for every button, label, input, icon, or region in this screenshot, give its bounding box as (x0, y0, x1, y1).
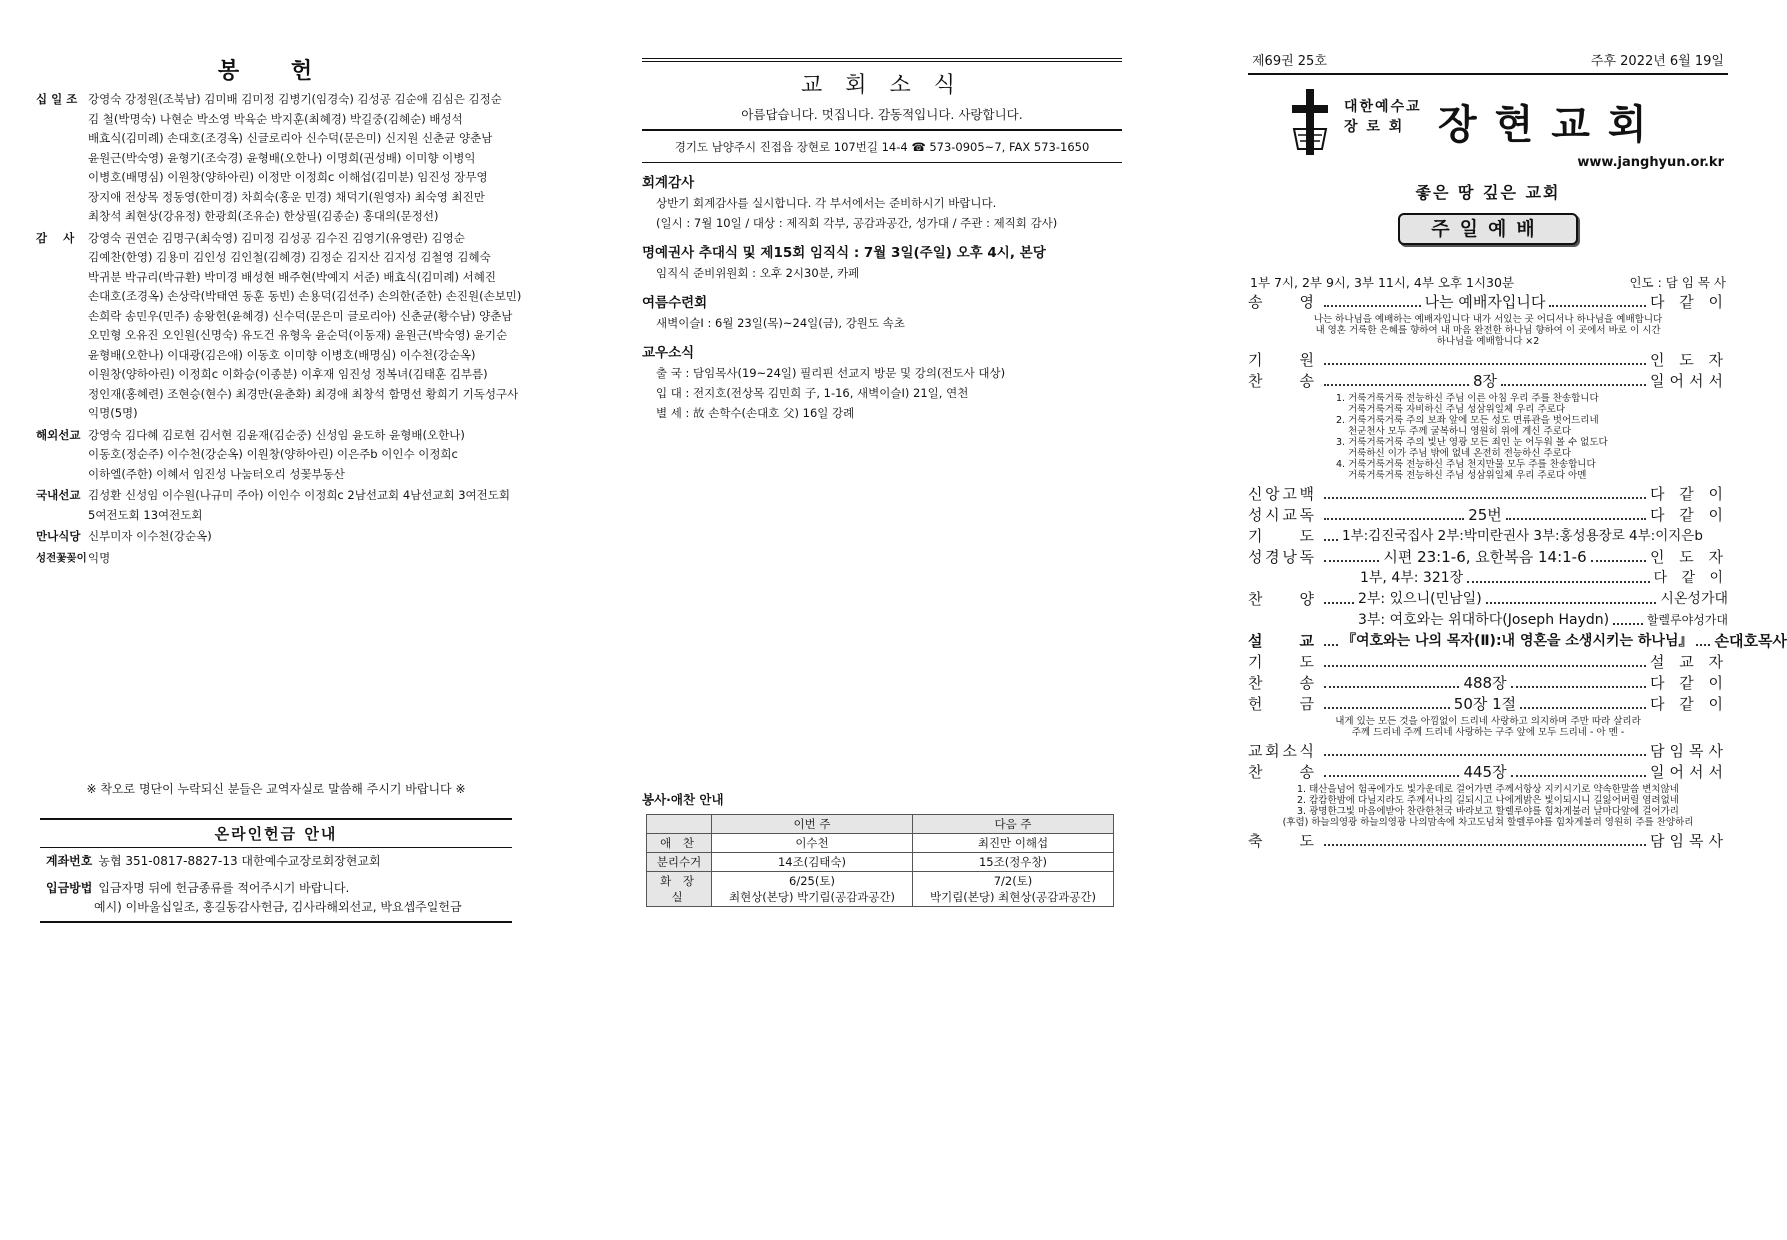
news-subtitle: 아름답습니다. 멋집니다. 감동적입니다. 사랑합니다. (642, 99, 1122, 131)
online-offering-title: 온라인헌금 안내 (40, 820, 512, 848)
order-label: 교 회 소 식 (1248, 742, 1314, 760)
lyric-line: 천군천사 모두 주께 굴복하니 영원히 위에 계신 주로다 (1348, 426, 1572, 437)
news-line: (일시 : 7월 10일 / 대상 : 제직회 각부, 공감과공간, 성가대 / 주관 : 제직회 감사) (656, 216, 1058, 230)
leader-dots (1324, 384, 1469, 386)
leader-dots (1324, 560, 1379, 562)
chanyang-performer: 시온성가대 (1660, 591, 1728, 607)
leader-dots (1324, 497, 1646, 499)
account-label: 계좌번호 (46, 854, 93, 868)
offering-names (88, 229, 521, 424)
offering-line: 강영숙 권연순 김명구(최숙영) 김미정 김성공 김수진 김영기(유영란) 김영순 (88, 230, 465, 245)
offering-line: 이원창(양하아린) 이정희c 이화승(이종분) 이후재 임진성 정복녀(김태훈 김부름) (88, 367, 488, 381)
row-label: 분리수거 (647, 853, 712, 872)
offering-group-label: 감 사 (36, 230, 81, 245)
lyric-line: 4. 거룩거룩거룩 전능하신 주님 천지만물 모두 주를 찬송합니다 (1336, 459, 1596, 470)
service-section (642, 790, 1122, 907)
table-row (647, 853, 1114, 872)
offering-line: 최창석 최현상(강유정) 한광희(조유순) 한상필(김종순) 홍대의(문정선) (88, 209, 439, 223)
lyric-line: 2. 거룩거룩거룩 주의 보좌 앞에 모든 성도 면류관을 벗어드리네 (1336, 415, 1599, 426)
cell-next: 15조(정우창) (913, 853, 1114, 872)
denomination-line: 장 로 회 (1344, 119, 1405, 135)
offering-line: 배효식(김미례) 손대호(조경옥) 신글로리아 신수덕(문은미) 신지원 신춘균 양춘남 (88, 131, 493, 145)
offering-group (36, 90, 516, 227)
cell-this: 이수천 (712, 834, 913, 853)
order-label: 기 원 (1248, 351, 1314, 369)
lyric-line: 내게 있는 모든 것을 아낌없이 드리네 사랑하고 의지하며 주만 따라 살리라 (1335, 716, 1641, 727)
chanyang-content: 2부: 있으니(민남일) (1358, 591, 1482, 607)
table-row (647, 834, 1114, 853)
news-line: 상반기 회계감사를 실시합니다. 각 부서에서는 준비하시기 바랍니다. (656, 196, 997, 210)
order-label: 기 도 (1248, 653, 1314, 671)
offering-line: 이병호(배명심) 이원창(양하아린) 이정만 이정희c 이해섭(김미분) 임진성 장무영 (88, 170, 488, 184)
offering-group (36, 486, 516, 525)
lyric-line: 3. 거룩거룩거룩 주의 빛난 영광 모든 죄인 눈 어두워 볼 수 없도다 (1336, 437, 1608, 448)
order-performer: 일어서서 (1650, 372, 1729, 390)
offering-names (88, 426, 516, 485)
order-item-seongsi (1248, 505, 1728, 525)
offering-group (36, 527, 516, 547)
news-section-head: 교우소식 (642, 345, 695, 361)
offering-title: 봉 헌 (217, 59, 335, 84)
service-times-row (1248, 273, 1728, 291)
method-text: 입금자명 뒤에 헌금종류를 적어주시기 바랍니다. (98, 881, 350, 895)
table-corner (647, 815, 712, 834)
offering-line: 익명 (88, 550, 111, 565)
order-label: 찬 송 (1248, 372, 1314, 390)
leader-dots (1324, 844, 1646, 846)
offering-line: 김 철(박명숙) 나현순 박소영 박육순 박지훈(최혜경) 박길중(김혜순) 배성석 (88, 111, 463, 126)
leader-dots (1324, 775, 1459, 777)
leader-dots (1520, 707, 1646, 709)
church-motto: 좋은 땅 깊은 교회 (1415, 183, 1561, 202)
news-title: 교 회 소 식 (801, 73, 963, 98)
leader-dots (1324, 518, 1464, 520)
offering-line: 강영숙 강정원(조북남) 김미배 김미정 김병기(임경숙) 김성공 김순애 김심은 김정순 (88, 92, 502, 106)
leader-dots (1467, 581, 1649, 583)
news-section (642, 243, 1122, 283)
offering-line: 익명(5명) (88, 406, 138, 420)
service-times: 1부 7시, 2부 9시, 3부 11시, 4부 오후 1시30분 (1250, 275, 1515, 290)
offering-line: 김예찬(한영) 김용미 김인성 김인철(김혜경) 김정순 김지산 김지성 김철영 김혜숙 (88, 250, 491, 264)
leader-dots (1324, 305, 1421, 307)
leader-dots (1511, 686, 1646, 688)
account-number: 농협 351-0817-8827-13 대한예수교장로회장현교회 (98, 854, 381, 868)
offering-group-label: 해외선교 (36, 427, 81, 442)
cell-next (913, 872, 1114, 907)
news-section (642, 343, 1122, 423)
leader-dots (1324, 602, 1354, 604)
lyric-line: 2. 캄캄한밤에 다닐지라도 주께서나의 길되시고 나에게밝은 빛이되시니 길잃어버릴 염려없네 (1297, 795, 1679, 806)
offering-line: 신부미자 이수천(강순옥) (88, 529, 212, 543)
offering-names (88, 527, 516, 547)
order-of-worship (1248, 292, 1787, 851)
offering-line: 5여전도회 13여전도회 (88, 507, 203, 522)
news-line: 별 세 : 故 손학수(손대호 父) 16일 강례 (656, 406, 855, 420)
order-performer: 인 도 자 (1649, 351, 1728, 369)
news-section (642, 293, 1122, 333)
chanyang-content: 1부, 4부: 321장 (1360, 570, 1464, 586)
order-item-seonggyeong (1248, 547, 1728, 567)
hymn-lyrics (1248, 784, 1728, 828)
order-performer: 다 같 이 (1649, 695, 1728, 713)
lyric-line: 나는 하나님을 예배하는 예배자입니다 내가 서있는 곳 어디서나 하나님을 예배합니다 (1313, 314, 1663, 325)
cell-date: 7/2(토) (993, 874, 1033, 888)
news-line: 임직식 준비위원회 : 오후 2시30분, 카페 (656, 266, 860, 280)
issue-date: 주후 2022년 6월 19일 (1590, 54, 1724, 69)
order-label: 설 교 (1248, 632, 1314, 650)
order-label: 찬 양 (1248, 590, 1314, 608)
order-content: 25번 (1468, 506, 1502, 524)
order-performer: 다 같 이 (1649, 506, 1728, 524)
chanyang-performer: 할렐루야성가대 (1646, 613, 1728, 627)
order-content: 488장 (1463, 674, 1507, 692)
order-label: 찬 송 (1248, 674, 1314, 692)
offering-names (88, 549, 516, 569)
offering-line: 정인재(홍혜련) 조현승(현수) 최경만(윤춘화) 최경애 최창석 함명선 황희기 기독성구사 (88, 386, 519, 401)
news-section (642, 173, 1122, 233)
lyric-line: 하나님을 예배합니다 ×2 (1436, 336, 1540, 347)
order-item-chukdo (1248, 831, 1728, 851)
order-performer: 다 같 이 (1650, 674, 1729, 692)
leader-dots (1501, 384, 1646, 386)
offering-line: 박귀분 박규리(박규환) 박미경 배성현 배주현(박예지 서준) 배효식(김미례) 서혜진 (88, 269, 496, 284)
offering-group-label: 만나식당 (36, 529, 81, 543)
leader-dots (1486, 602, 1657, 604)
leader-dots (1696, 644, 1710, 646)
church-address: 경기도 남양주시 진접읍 장현로 107번길 14-4 ☎ 573-0905~7, FAX 573-1650 (642, 131, 1122, 163)
method-example: 예시) 이바울십일조, 홍길동감사헌금, 김사라해외선교, 박요셉주일헌금 (94, 900, 462, 914)
order-content: 50장 1절 (1453, 695, 1517, 713)
leader-dots (1324, 686, 1459, 688)
order-label: 헌 금 (1248, 695, 1314, 713)
news-section-head: 명예권사 추대식 및 제15회 임직식 : 7월 3일(주일) 오후 4시, 본당 (642, 245, 1046, 261)
offering-group (36, 426, 516, 485)
order-content: 『여호와는 나의 목자(Ⅱ):내 영혼을 소생시키는 하나님』 (1342, 633, 1693, 649)
church-name: 장현교회 (1438, 101, 1665, 148)
leader-dots (1324, 665, 1646, 667)
column-next-week: 다음 주 (913, 815, 1114, 834)
leader-dots (1324, 644, 1338, 646)
offering-group (36, 549, 516, 569)
order-performer: 담임목사 (1650, 832, 1728, 850)
offering-line: 장지애 전상목 정동영(한미경) 차희숙(홍운 민경) 채덕기(원영자) 최숙영 최진만 (88, 189, 485, 204)
order-label: 성 시 교 독 (1248, 506, 1314, 524)
offering-names (88, 486, 516, 525)
order-performer: 설 교 자 (1649, 653, 1728, 671)
table-header-row (647, 815, 1114, 834)
order-performer: 담임목사 (1650, 742, 1728, 760)
cell-names: 박기림(본당) 최현상(공감과공간) (929, 890, 1097, 904)
offering-line: 오민형 오유진 오인원(신명숙) 유도건 유형욱 윤순덕(이동재) 윤원근(박숙영) 윤기순 (88, 328, 508, 342)
news-section-head: 회계감사 (642, 175, 695, 191)
offering-line: 윤원근(박숙영) 윤형기(조숙경) 윤형배(오한나) 이명희(권성배) 이미향 이병익 (88, 150, 476, 165)
issue-bar (1248, 50, 1728, 75)
order-item-chansong3 (1248, 762, 1728, 782)
service-table (646, 814, 1114, 907)
lyric-line: (후렴) 하늘의영광 하늘의영광 나의맘속에 차고도넘쳐 할렐루야를 힘차게불러 영원히 주를 찬양하리 (1282, 817, 1694, 828)
hymn-lyrics (1248, 716, 1728, 738)
order-label: 성 경 낭 독 (1248, 548, 1314, 566)
hymn-lyrics (1248, 314, 1728, 347)
leader-dots (1506, 518, 1646, 520)
online-offering-box (40, 818, 512, 923)
worship-title: 주일예배 (1398, 213, 1578, 245)
news-header (642, 58, 1122, 163)
offering-group (36, 229, 522, 424)
order-content: 1부:김진국집사 2부:박미란권사 3부:홍성용장로 4부:이지은b (1342, 528, 1703, 544)
lyric-line: 1. 태산을넘어 험곡에가도 빛가운데로 걸어가면 주께서항상 지키시기로 약속한말씀 변치않네 (1297, 784, 1679, 795)
row-label: 화 장 실 (647, 872, 712, 907)
cover-panel (1248, 0, 1787, 1240)
leader-dots (1591, 560, 1646, 562)
order-label: 찬 송 (1248, 763, 1314, 781)
chanyang-performer: 다 같 이 (1653, 570, 1728, 586)
table-row (647, 872, 1114, 907)
denomination (1344, 97, 1422, 137)
order-item-sinang (1248, 484, 1728, 504)
leader-dots (1549, 305, 1646, 307)
offering-panel (36, 0, 522, 1240)
lyric-line: 내 영혼 거룩한 은혜를 향하여 내 마음 완전한 하나님 향하여 이 곳에서 바로 이 시간 (1315, 325, 1661, 336)
church-url[interactable]: www.janghyun.or.kr (1577, 155, 1724, 170)
order-content: 시편 23:1-6, 요한복음 14:1-6 (1383, 548, 1587, 566)
order-item-chansong1 (1248, 371, 1728, 391)
offering-line: 손대호(조경옥) 손상락(박태연 동훈 동빈) 손용덕(김선주) 손의한(준한) 손진원(손보민) (88, 289, 522, 303)
order-label: 기 도 (1248, 527, 1314, 545)
offering-group-label: 십 일 조 (36, 92, 78, 106)
account-row (40, 848, 512, 869)
order-item-gido2 (1248, 526, 1728, 546)
order-item-chanyang (1248, 610, 1728, 630)
order-item-chanyang (1248, 589, 1728, 609)
order-content: 8장 (1473, 372, 1498, 390)
order-label: 송 영 (1248, 293, 1314, 311)
leader-dots (1324, 539, 1338, 541)
leader-dots (1613, 623, 1643, 625)
offering-group-label: 국내선교 (36, 488, 81, 502)
offering-line: 이하엘(주한) 이혜서 임진성 나눔터오리 성꽃부동산 (88, 466, 345, 481)
worship-leader: 인도 : 담 임 목 사 (1629, 275, 1726, 290)
leader-dots (1324, 707, 1450, 709)
order-label: 신 앙 고 백 (1248, 485, 1314, 503)
denomination-line: 대한예수교 (1344, 99, 1422, 115)
order-performer: 다 같 이 (1649, 293, 1728, 311)
lyric-line: 3. 광명한그빛 마음에받아 찬란한천국 바라보고 할렐루야를 힘차게불러 날마다앞에 걸어가리 (1297, 806, 1679, 817)
order-performer: 다 같 이 (1649, 485, 1728, 503)
cell-this (712, 872, 913, 907)
order-item-chanyang (1248, 568, 1728, 588)
offering-group-label: 성전꽃꽂이 (36, 551, 87, 564)
order-content: 445장 (1463, 763, 1507, 781)
leader-dots (1324, 754, 1646, 756)
lyric-line: 거룩하신 이가 주님 밖에 없네 온전히 전능하신 주로다 (1348, 448, 1572, 459)
order-item-gido1 (1248, 350, 1728, 370)
row-label: 애 찬 (647, 834, 712, 853)
leader-dots (1511, 775, 1646, 777)
volume-number: 제69권 25호 (1252, 54, 1327, 69)
cross-icon (1290, 89, 1330, 155)
order-performer: 일어서서 (1650, 763, 1728, 781)
lyric-line: 거룩거룩거룩 전능하신 주님 성삼위일체 우리 주로다 아멘 (1348, 470, 1587, 481)
column-this-week: 이번 주 (712, 815, 913, 834)
offering-line: 윤형배(오한나) 이대광(김은애) 이동호 이미향 이병호(배명심) 이수천(강순옥) (88, 347, 476, 362)
order-item-gido3 (1248, 652, 1728, 672)
method-label: 입금방법 (46, 881, 93, 895)
order-item-chansong2 (1248, 673, 1728, 693)
news-line: 출 국 : 담임목사(19~24일) 필리핀 선교지 방문 및 강의(전도사 대상) (656, 366, 1006, 380)
order-item-sermon (1248, 631, 1787, 651)
offering-line: 김성환 신성임 이수원(나규미 주아) 이인수 이정희c 2남선교회 4남선교회 3여전도회 (88, 488, 510, 502)
news-line: 새벽이슬Ⅰ : 6월 23일(목)~24일(금), 강원도 속초 (656, 316, 905, 330)
order-item-heongeum (1248, 694, 1728, 714)
lyric-line: 1. 거룩거룩거룩 전능하신 주님 이른 아침 우리 주를 찬송합니다 (1336, 393, 1599, 404)
leader-dots (1324, 363, 1646, 365)
order-label: 축 도 (1248, 832, 1314, 850)
church-logo (1248, 89, 1728, 159)
offering-line: 강영숙 김다혜 김로현 김서현 김윤재(김순중) 신성임 윤도하 윤형배(오한나) (88, 427, 465, 442)
lyric-line: 거룩거룩거룩 자비하신 주님 성삼위일체 우리 주로다 (1348, 404, 1565, 415)
order-performer: 손대호목사 (1714, 632, 1787, 650)
order-content: 나는 예배자입니다 (1424, 293, 1546, 311)
cell-names: 최현상(본당) 박기림(공감과공간) (728, 890, 896, 904)
news-line: 입 대 : 전지호(전상목 김민희 子, 1-16, 새벽이슬Ⅰ) 21일, 연천 (656, 386, 969, 400)
chanyang-content: 3부: 여호와는 위대하다(Joseph Haydn) (1358, 612, 1610, 628)
cell-date: 6/25(토) (789, 874, 835, 888)
method-row (40, 869, 512, 896)
order-item-news (1248, 741, 1728, 761)
hymn-lyrics (1248, 393, 1728, 481)
offering-names (88, 90, 516, 227)
offering-line: 손희락 송민우(민주) 송왕헌(윤혜경) 신수덕(문은미 글로리아) 신춘균(황수남) 양춘남 (88, 308, 513, 323)
service-title: 봉사·애찬 안내 (642, 792, 724, 807)
cell-next: 최진만 이해섭 (913, 834, 1114, 853)
order-performer: 인 도 자 (1649, 548, 1728, 566)
order-item-songyeong (1248, 292, 1728, 312)
offering-line: 이동호(정순주) 이수천(강순옥) 이원창(양하아린) 이은주b 이인수 이정희c (88, 447, 458, 461)
cell-this: 14조(김태숙) (712, 853, 913, 872)
news-section-head: 여름수련회 (642, 295, 708, 311)
lyric-line: 주께 드리네 주께 드리네 사랑하는 구주 앞에 모두 드리네 - 아 멘 - (1351, 727, 1625, 738)
omission-notice: ※ 착오로 명단이 누락되신 분들은 교역자실로 말씀해 주시기 바랍니다 ※ (86, 782, 466, 796)
news-panel (642, 0, 1122, 1240)
